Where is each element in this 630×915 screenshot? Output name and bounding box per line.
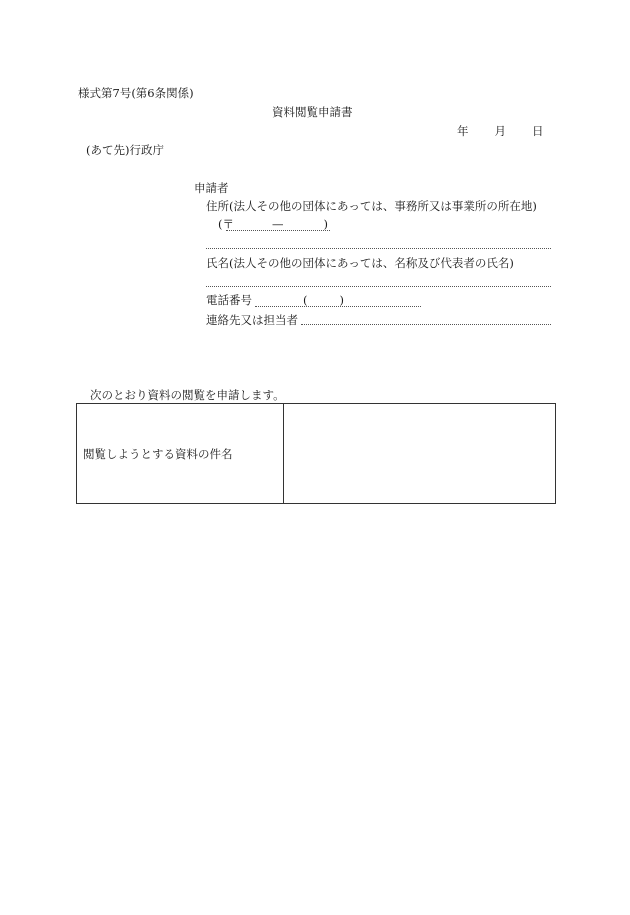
date-year: 年: [457, 124, 469, 138]
contact-label: 連絡先又は担当者: [206, 313, 298, 327]
request-statement: 次のとおり資料の閲覧を申請します。: [90, 388, 285, 402]
address-field-line[interactable]: [206, 248, 551, 249]
form-number: 様式第7号(第6条関係): [78, 86, 194, 100]
postal-suffix: ): [323, 217, 328, 231]
address-label: 住所(法人その他の団体にあっては、事務所又は事業所の所在地): [206, 199, 537, 213]
contact-field-line[interactable]: [301, 324, 551, 325]
document-subject-label: 閲覧しようとする資料の件名: [83, 447, 233, 461]
postal-code-field[interactable]: [218, 217, 328, 231]
name-label: 氏名(法人その他の団体にあっては、名称及び代表者の氏名): [206, 256, 514, 270]
request-table: [76, 403, 556, 504]
name-field-line[interactable]: [206, 286, 551, 287]
applicant-label: 申請者: [194, 181, 229, 195]
document-subject-field[interactable]: [289, 410, 549, 497]
addressee: (あて先)行政庁: [86, 143, 164, 157]
postal-dash: —: [272, 217, 284, 231]
phone-field-line[interactable]: [255, 306, 421, 307]
document-title: 資料閲覧申請書: [272, 105, 353, 119]
table-divider: [283, 404, 284, 503]
postal-code-line: [226, 230, 330, 231]
date-row: [457, 124, 544, 138]
date-day: 日: [532, 124, 544, 138]
phone-label: 電話番号: [206, 293, 252, 307]
date-month: 月: [494, 124, 506, 138]
postal-prefix: (〒: [218, 217, 234, 231]
phone-area-code: ( ): [303, 293, 344, 307]
